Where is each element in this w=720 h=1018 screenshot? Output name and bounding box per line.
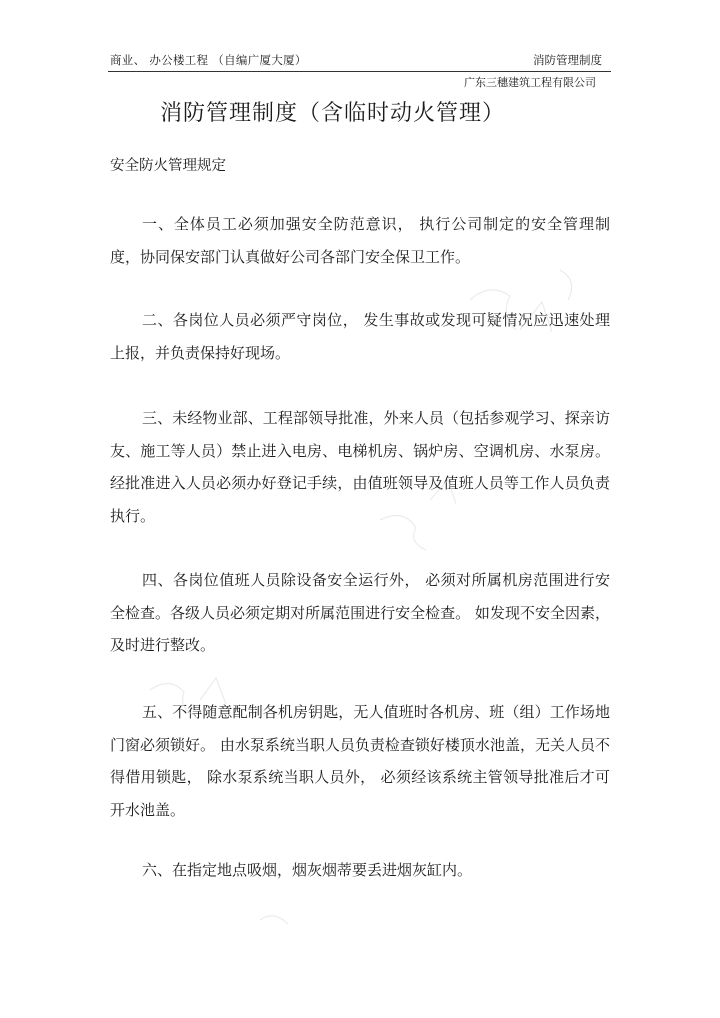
paragraph-3: 三、未经物业部、工程部领导批准，外来人员（包括参观学习、探亲访友、施工等人员）禁止进入电房、电梯机房、锅炉房、空调机房、水泵房。经批准进入人员必须办好登记手续，由值班领导及值班人员等工作人员负责执行。: [110, 409, 610, 525]
company-name: 广东三穗建筑工程有限公司: [464, 76, 596, 89]
document-title: 消防管理制度（含临时动火管理）: [160, 101, 506, 126]
header-divider: [108, 71, 611, 72]
paragraph-5: 五、不得随意配制各机房钥匙，无人值班时各机房、班（组）工作场地门窗必须锁好。 由水泵系统当职人员负责检查锁好楼顶水池盖，无关人员不得借用锁匙， 除水泵系统当职人员外， 必须经该系统主管领导批准后才可开水池盖。: [110, 703, 610, 819]
page-header-right: 消防管理制度: [533, 53, 602, 67]
paragraph-4: 四、各岗位值班人员除设备安全运行外， 必须对所属机房范围进行安全检查。各级人员必须定期对所属范围进行安全检查。 如发现不安全因素，及时进行整改。: [110, 571, 610, 654]
section-title: 安全防火管理规定: [110, 158, 226, 174]
page-header-left: 商业、 办公楼工程 （自编广厦大厦）: [110, 53, 307, 67]
paragraph-2: 二、各岗位人员必须严守岗位， 发生事故或发现可疑情况应迅速处理上报，并负责保持好现场。: [110, 311, 610, 362]
paragraph-1: 一、全体员工必须加强安全防范意识， 执行公司制定的安全管理制度，协同保安部门认真做好公司各部门安全保卫工作。: [110, 215, 610, 266]
paragraph-6: 六、在指定地点吸烟，烟灰烟蒂要丢进烟灰缸内。: [142, 861, 473, 879]
